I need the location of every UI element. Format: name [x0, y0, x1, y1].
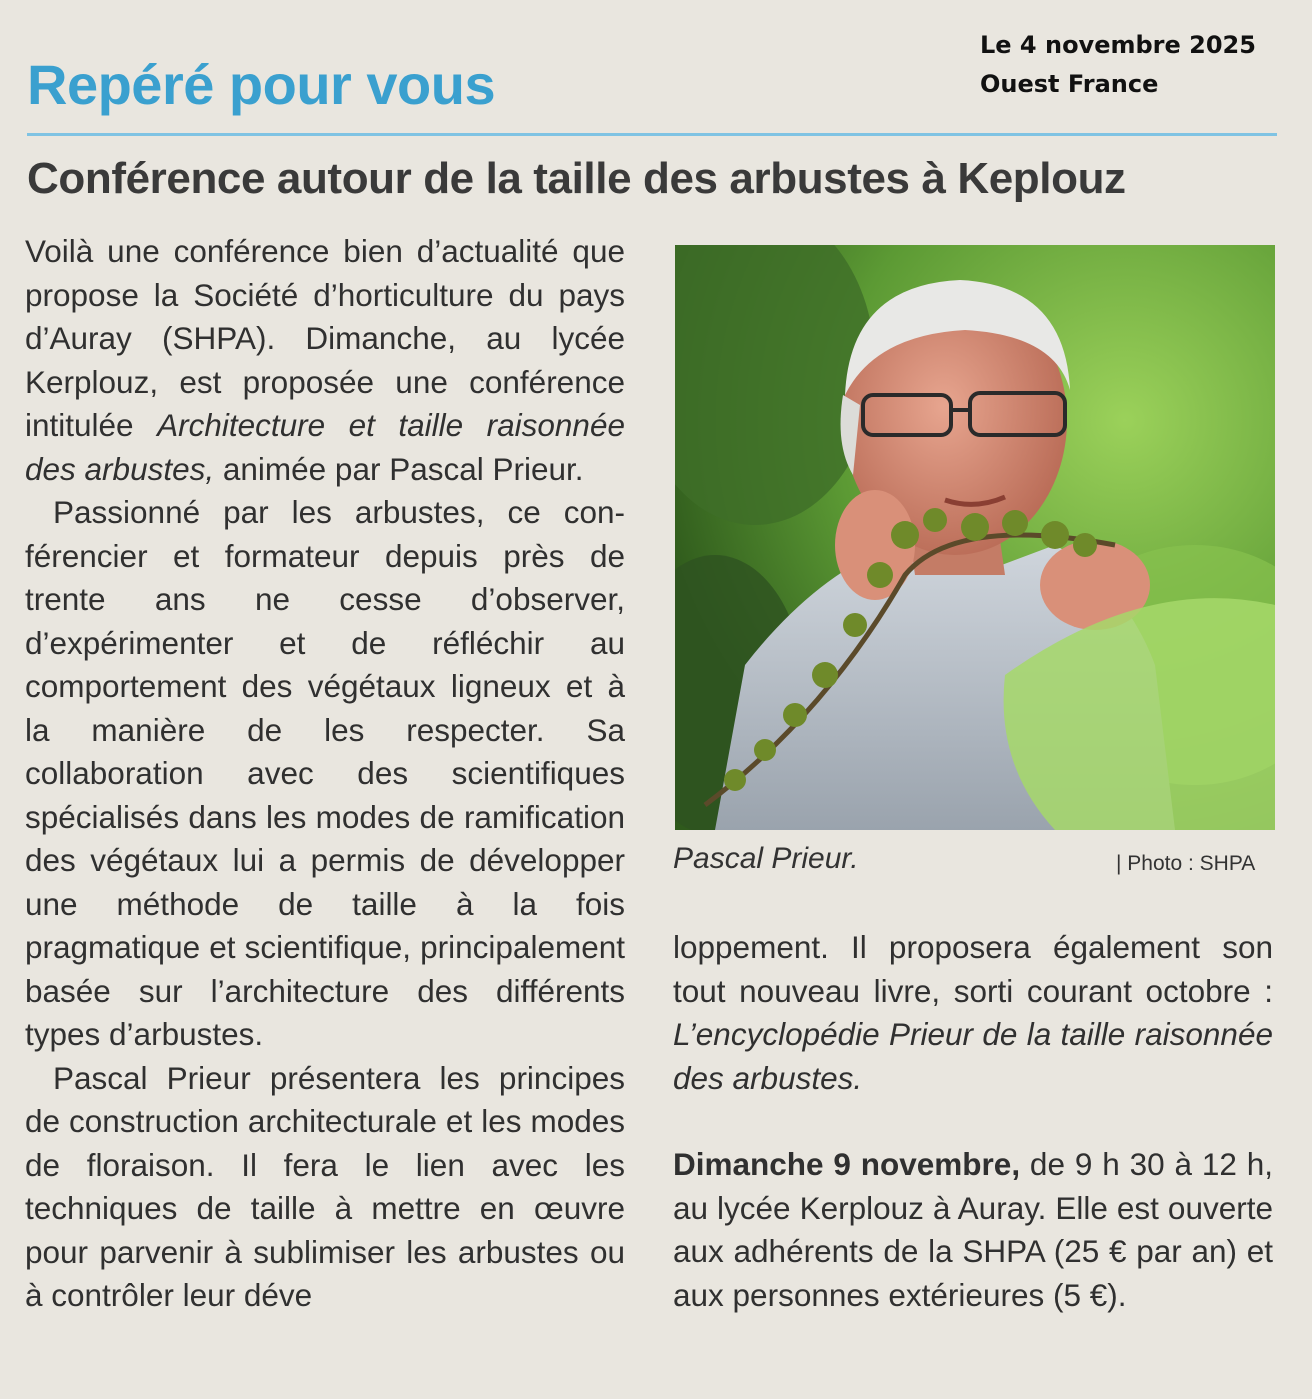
stamp-date: Le 4 novembre 2025 — [980, 31, 1256, 59]
conference-title: Architecture et taille raisonnée des arbustes, — [25, 407, 625, 487]
paragraph-book: loppement. Il proposera également son tout nouveau livre, sorti courant octobre : L’encyclopédie Prieur de la taille raisonnée des arbustes. — [673, 929, 1273, 1096]
article-column-left — [25, 230, 625, 1318]
paragraph-speaker: Passionné par les arbustes, ce conférencier et formateur depuis près de trente ans ne cesse d’observer, d’expérimenter et de réfléchir au comportement des végétaux ligneux et à la manière de les respecter. Sa collaboration avec des scientifiques spécialisés dans les modes de ramification des végétaux lui a permis de développer une méthode de taille à la fois pragmatique et scientifique, principalement basée sur l’architecture des différents types d’arbustes. — [25, 494, 625, 1052]
article-headline: Conférence autour de la taille des arbustes à Keplouz — [27, 154, 1126, 203]
book-title: L’encyclopédie Prieur de la taille raisonnée des arbustes. — [673, 1016, 1273, 1096]
section-divider — [27, 133, 1277, 136]
photo-caption: Pascal Prieur. — [673, 842, 859, 875]
source-stamp — [980, 26, 1256, 104]
section-kicker: Repéré pour vous — [27, 53, 496, 116]
paragraph-practical-info: Dimanche 9 novembre, de 9 h 30 à 12 h, au lycée Kerplouz à Auray. Elle est ouverte aux adhérents de la SHPA (25 € par an) et aux personnes extérieures (5 €). — [673, 1146, 1273, 1313]
speaker-photo — [675, 245, 1275, 830]
paragraph-intro: Voilà une conférence bien d’actualité que propose la Société d’horticulture du pays d’Auray (SHPA). Dimanche, au lycée Kerplouz, est proposée une conférence intitulée Architecture et taille raisonnée des arbustes, animée par Pascal Prieur. — [25, 233, 625, 487]
stamp-source: Ouest France — [980, 70, 1159, 98]
event-date: Dimanche 9 novembre, — [673, 1146, 1021, 1182]
article-column-right — [673, 926, 1273, 1317]
photo-credit: | Photo : SHPA — [1116, 852, 1256, 875]
paragraph-program: Pascal Prieur présentera les principes de construction architecturale et les modes de floraison. Il fera le lien avec les techniques de taille à mettre en œuvre pour parvenir à sublimiser les arbustes ou à contrôler leur déve — [25, 1059, 625, 1313]
